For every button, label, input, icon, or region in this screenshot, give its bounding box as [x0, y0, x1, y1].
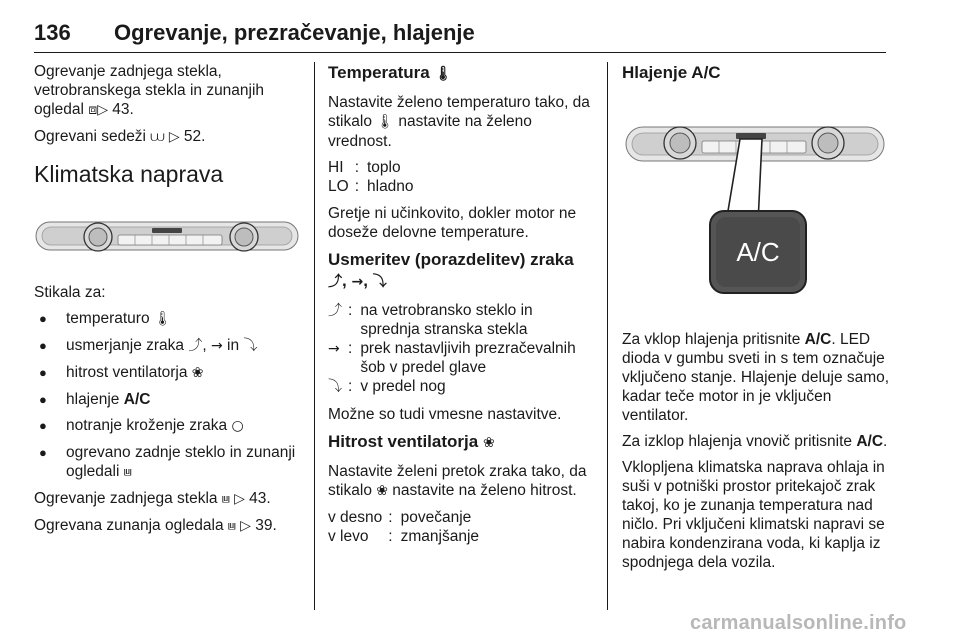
fan-icon: ❀ — [191, 365, 204, 381]
page-ref-icon: ▷ — [234, 491, 245, 507]
recirculation-icon: ○ — [231, 418, 244, 434]
paragraph: Za izklop hlajenja vnovič pritisnite A/C. — [622, 433, 888, 450]
table-row: ⤵ : v predel nog — [328, 378, 446, 395]
fan-icon: ❀ — [376, 483, 388, 499]
paragraph: Nastavite želeni pretok zraka tako, da stikalo ❀ nastavite na želeno hitrost. — [328, 463, 587, 499]
temperature-icon: 🌡 — [153, 311, 172, 327]
table-row: v levo : zmanjšanje — [328, 528, 480, 545]
fan-icon: ❀ — [482, 435, 495, 451]
air-feet-icon: ⤵ — [328, 379, 342, 395]
table-row: LO : hladno — [328, 178, 414, 195]
air-head-icon: → — [328, 341, 340, 357]
ac-button-label: A/C — [736, 237, 780, 267]
table-row: → : prek nastavljivih prezračevalnih šob v predel glave — [328, 340, 576, 376]
column-divider — [314, 62, 315, 610]
air-windscreen-icon: ⤴ — [328, 274, 342, 290]
watermark: carmanualsonline.info — [690, 612, 907, 634]
list-item: ● ogrevano zadnje steklo in zunanji ogledali ⩏ — [34, 443, 306, 482]
temperature-icon: 🌡 — [376, 114, 395, 130]
paragraph: Ogrevanje zadnjega stekla, vetrobranskega stekla in zunanjih ogledal ⧈▷ 43. — [34, 63, 265, 118]
air-windscreen-icon: ⤴ — [188, 338, 203, 354]
temperature-heading: Temperatura 🌡 — [328, 63, 453, 82]
table-row: HI : toplo — [328, 159, 401, 176]
paragraph: Nastavite želeno temperaturo tako, da stikalo 🌡 nastavite na želeno vrednost. — [328, 94, 590, 150]
air-head-icon: → — [210, 338, 223, 354]
page-ref-icon: ▷ — [168, 129, 180, 145]
paragraph: Stikala za: — [34, 284, 106, 301]
paragraph: Možne so tudi vmesne nastavitve. — [328, 406, 562, 423]
list-item: ● hitrost ventilatorja ❀ — [34, 363, 306, 383]
table-row: ⤴ : na vetrobransko steklo in sprednja stranska stekla — [328, 302, 533, 338]
air-distribution-table — [328, 301, 596, 397]
paragraph: Vklopljena klimatska naprava ohlaja in suši v potniški prostor pritekajoč zrak takoj, ko je zunanja temperatura nad ničlo. Pri vključeni klimatski napravi se nabira kondenzirana voda, ki kaplja iz spodnjega dela vozila. — [622, 459, 885, 571]
page-ref-icon: ▷ — [240, 518, 251, 534]
column-middle — [328, 62, 596, 554]
list-item: ● hlajenje A/C — [34, 390, 306, 409]
temperature-table — [328, 158, 414, 196]
paragraph: Ogrevanje zadnjega stekla ⩏ ▷ 43. — [34, 490, 271, 507]
climate-control-panel-illustration — [34, 216, 300, 256]
fan-speed-heading: Hitrost ventilatorja ❀ — [328, 432, 495, 451]
paragraph: Za vklop hlajenja pritisnite A/C. LED dioda v gumbu sveti in s tem označuje vključeno stanje. Hlajenje deluje samo, kadar teče motor in je vključen ventilator. — [622, 331, 890, 424]
table-row: v desno : povečanje — [328, 509, 472, 526]
air-head-icon: → — [351, 274, 364, 290]
air-distribution-heading: Usmeritev (porazdelitev) zraka ⤴, →, ⤵ — [328, 250, 574, 290]
page-number: 136 — [34, 20, 71, 45]
temperature-icon: 🌡 — [434, 66, 453, 82]
ac-heading: Hlajenje A/C — [622, 63, 721, 82]
column-right — [622, 62, 892, 579]
rear-defrost-icon: ⩏ — [227, 518, 236, 534]
paragraph: Ogrevani sedeži ⩊ ▷ 52. — [34, 128, 206, 145]
heated-mirror-icon: ⧈ — [88, 102, 98, 118]
chapter-title: Ogrevanje, prezračevanje, hlajenje — [114, 20, 475, 45]
list-item: ● usmerjanje zraka ⤴, → in ⤵ — [34, 336, 306, 356]
page-header — [34, 18, 886, 53]
column-left — [34, 62, 306, 543]
page-ref-icon: ▷ — [97, 102, 108, 118]
switch-list — [34, 309, 306, 482]
column-divider — [607, 62, 608, 610]
paragraph: Gretje ni učinkovito, dokler motor ne doseže delovne temperature. — [328, 205, 577, 241]
paragraph: Ogrevana zunanja ogledala ⩏ ▷ 39. — [34, 517, 277, 534]
air-windscreen-icon: ⤴ — [328, 303, 342, 319]
fan-speed-table — [328, 508, 479, 546]
section-heading: Klimatska naprava — [34, 161, 224, 187]
list-item: ● temperaturo 🌡 — [34, 309, 306, 329]
list-item: ● notranje kroženje zraka ○ — [34, 416, 306, 436]
heated-seat-icon: ⩊ — [150, 129, 165, 145]
ac-button-illustration — [622, 105, 888, 305]
rear-defrost-icon: ⩏ — [221, 491, 230, 507]
air-feet-icon: ⤵ — [243, 338, 258, 354]
rear-defrost-icon: ⩏ — [123, 464, 132, 480]
air-feet-icon: ⤵ — [372, 274, 387, 290]
